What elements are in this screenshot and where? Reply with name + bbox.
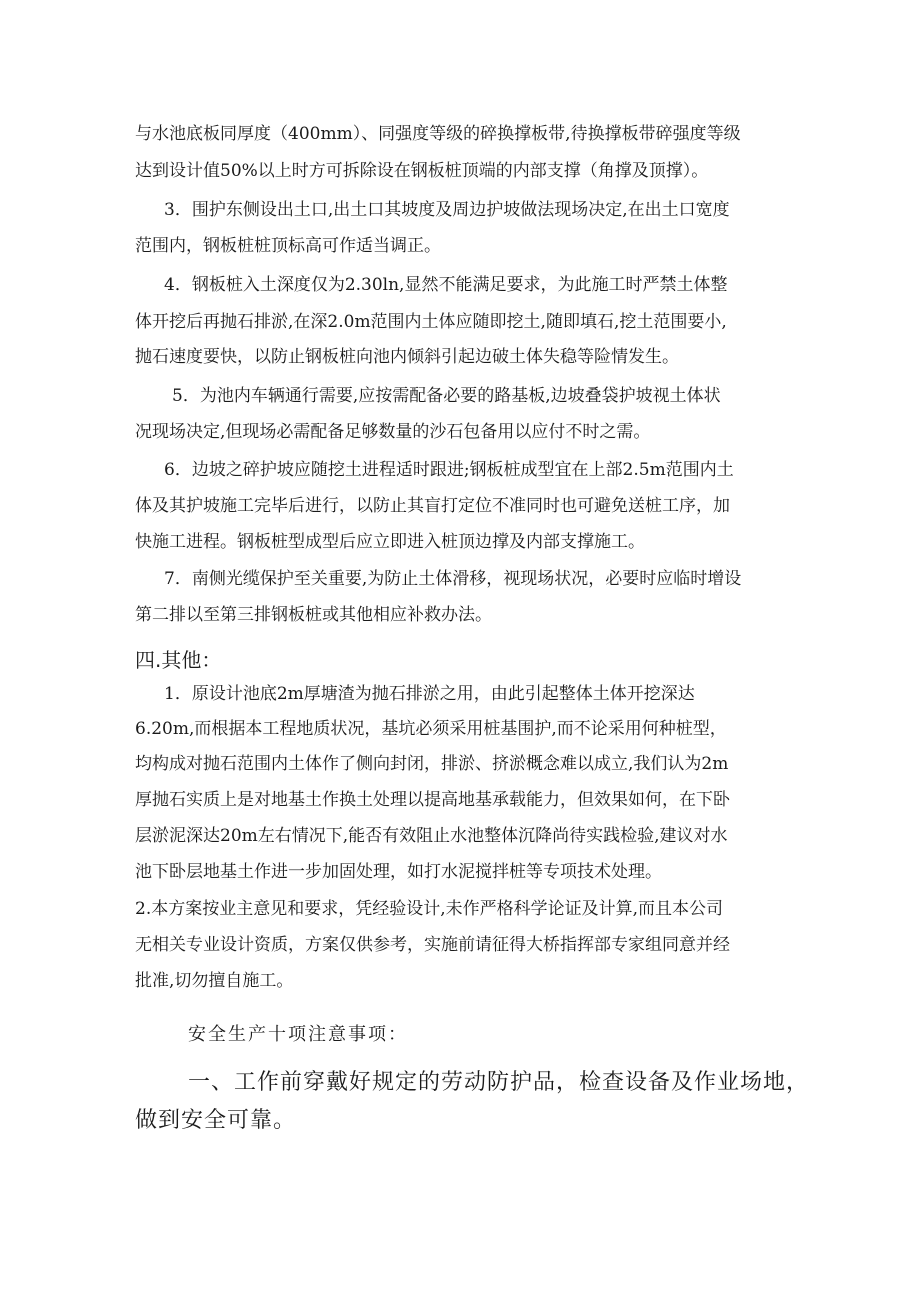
list-item-4-cont: 体开挖后再抛石排淤,在深2.0m范围内土体应随即挖土,随即填石,挖土范围要小,	[135, 312, 727, 332]
other-item-1: 1．原设计池底2m厚塘渣为抛石排淤之用，由此引起整体土体开挖深达	[164, 684, 695, 704]
list-item-7: 7．南侧光缆保护至关重要,为防止土体滑移，视现场状况，必要时应临时增设	[164, 569, 742, 589]
list-item-3-cont: 范围内，钢板桩桩顶标高可作适当调正。	[135, 236, 441, 256]
other-item-1-cont: 均构成对抛石范围内土体作了侧向封闭，排淤、挤淤概念难以成立,我们认为2m	[135, 754, 729, 774]
list-item-6-cont: 快施工进程。钢板桩型成型后应立即进入桩顶边撑及内部支撑施工。	[135, 532, 645, 552]
other-item-1-cont: 池下卧层地基土作进一步加固处理，如打水泥搅拌桩等专项技术处理。	[135, 862, 662, 882]
list-item-5: 5．为池内车辆通行需要,应按需配备必要的路基板,边坡叠袋护坡视土体状	[172, 386, 721, 406]
paragraph-line: 达到设计值50%以上时方可拆除设在钢板桩顶端的内部支撑（角撑及顶撑）。	[135, 161, 709, 181]
list-item-3: 3．围护东侧设出土口,出土口其坡度及周边护坡做法现场决定,在出土口宽度	[164, 200, 730, 220]
list-item-6-cont: 体及其护坡施工完毕后进行，以防止其盲打定位不准同时也可避免送桩工序，加	[135, 496, 730, 516]
safety-item-1: 一、工作前穿戴好规定的劳动防护品，检查设备及作业场地，	[188, 1070, 810, 1095]
list-item-7-cont: 第二排以至第三排钢板桩或其他相应补救办法。	[135, 605, 492, 625]
safety-title: 安全生产十项注意事项：	[188, 1024, 408, 1045]
list-item-4: 4．钢板桩入土深度仅为2.30ln,显然不能满足要求，为此施工时严禁土体整	[164, 275, 728, 295]
paragraph-line: 与水池底板同厚度（400mm）、同强度等级的碎换撑板带,待换撑板带碎强度等级	[135, 124, 741, 144]
other-item-2-cont: 批准,切勿擅自施工。	[135, 971, 294, 991]
other-item-1-cont: 厚抛石实质上是对地基土作换土处理以提高地基承载能力，但效果如何，在下卧	[135, 790, 730, 810]
list-item-6: 6．边坡之碎护坡应随挖土进程适时跟进;钢板桩成型宜在上部2.5m范围内土	[164, 460, 734, 480]
section-heading: 四.其他：	[135, 648, 222, 672]
other-item-2: 2.本方案按业主意见和要求，凭经验设计,未作严格科学论证及计算,而且本公司	[135, 899, 724, 919]
other-item-2-cont: 无相关专业设计资质，方案仅供参考，实施前请征得大桥指挥部专家组同意并经	[135, 935, 730, 955]
list-item-4-cont: 抛石速度要快，以防止钢板桩向池内倾斜引起边破土体失稳等险情发生。	[135, 347, 679, 367]
other-item-1-cont: 层淤泥深达20m左右情况下,能否有效阻止水池整体沉降尚待实践检验,建议对水	[135, 826, 728, 846]
safety-item-1-cont: 做到安全可靠。	[135, 1108, 297, 1133]
other-item-1-cont: 6.20m,而根据本工程地质状况，基坑必须采用桩基围护,而不论采用何种桩型，	[135, 719, 727, 739]
list-item-5-cont: 况现场决定,但现场必需配备足够数量的沙石包备用以应付不时之需。	[135, 422, 651, 442]
